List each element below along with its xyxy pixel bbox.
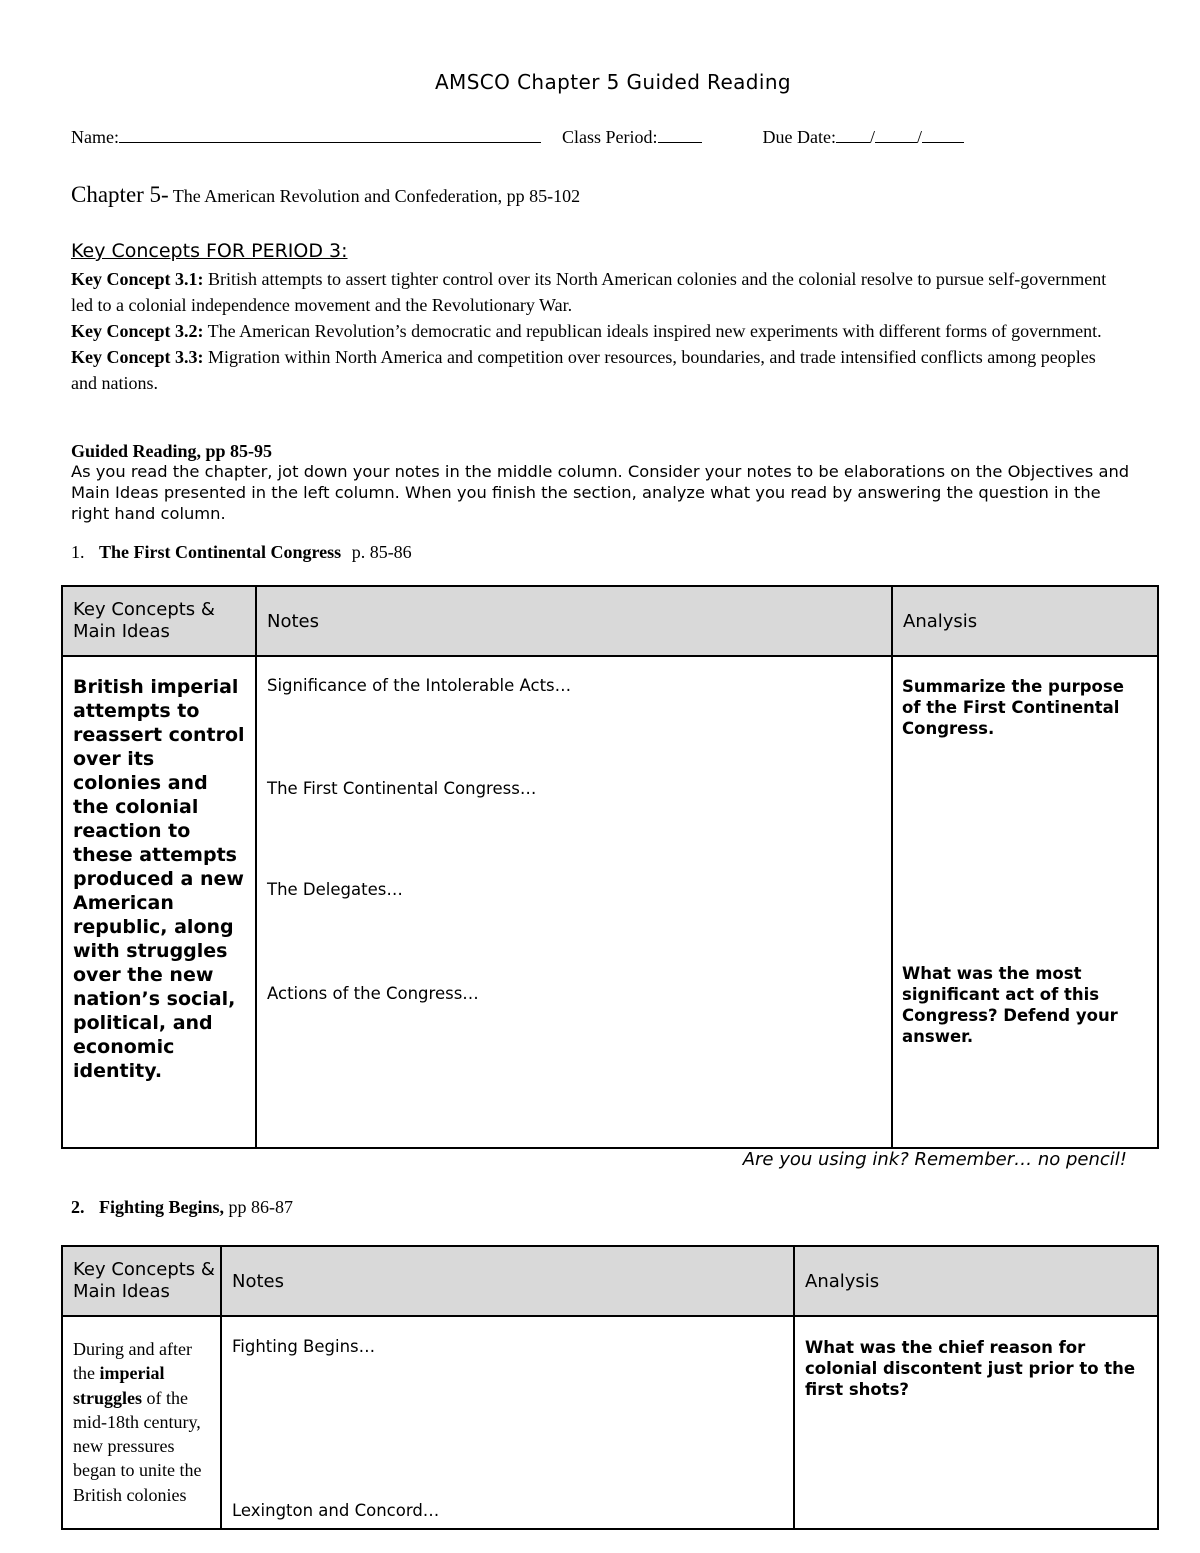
section-1-table <box>61 585 1159 1149</box>
due-date-label: Due Date: <box>762 127 836 147</box>
chapter-subtitle: The American Revolution and Confederation, pp 85-102 <box>172 186 581 206</box>
key-concept-item <box>71 318 1121 344</box>
section-2-title <box>71 1197 293 1218</box>
name-field[interactable] <box>119 124 541 143</box>
header-notes: Notes <box>256 586 892 656</box>
chapter-label: Chapter 5- <box>71 182 169 207</box>
key-concept-label: Key Concept 3.1: <box>71 269 204 289</box>
key-concepts-list <box>71 266 1121 396</box>
section-name: The First Continental Congress <box>99 542 342 562</box>
note-prompt: The First Continental Congress… <box>267 779 537 798</box>
guided-reading-heading: Guided Reading, pp 85-95 <box>71 441 273 461</box>
key-concept-text: The American Revolution’s democratic and republican ideals inspired new experiments with different forms of government. <box>207 321 1102 341</box>
analysis-cell[interactable] <box>892 656 1158 1148</box>
section-number: 1. <box>71 542 85 562</box>
key-concepts-heading: Key Concepts FOR PERIOD 3: <box>71 240 348 262</box>
section-pages: pp 86-87 <box>228 1197 294 1217</box>
key-concept-label: Key Concept 3.2: <box>71 321 204 341</box>
section-name: Fighting Begins, <box>99 1197 225 1217</box>
due-year-field[interactable] <box>922 124 964 143</box>
main-idea-text: During and after the <box>73 1339 192 1384</box>
notes-cell[interactable] <box>256 656 892 1148</box>
note-prompt: Lexington and Concord… <box>232 1501 440 1520</box>
header-main-ideas: Key Concepts & Main Ideas <box>62 586 256 656</box>
date-separator: / <box>869 127 875 147</box>
notes-cell[interactable] <box>221 1316 794 1529</box>
class-period-label: Class Period: <box>561 127 658 147</box>
key-concept-text: British attempts to assert tighter control over its North American colonies and the colonial resolve to pursue self-government led to a colonial independence movement and the Revolutionary War. <box>71 269 1107 315</box>
name-label: Name: <box>71 127 119 147</box>
key-concept-text: Migration within North America and competition over resources, boundaries, and trade intensified conflicts among peoples and nations. <box>71 347 1096 393</box>
section-pages: p. 85-86 <box>351 542 412 562</box>
note-prompt: The Delegates… <box>267 880 403 899</box>
analysis-question: What was the most significant act of this Congress? Defend your answer. <box>902 964 1118 1046</box>
ink-reminder: Are you using ink? Remember… no pencil! <box>742 1149 1127 1170</box>
analysis-question: What was the chief reason for colonial discontent just prior to the first shots? <box>805 1338 1136 1399</box>
guided-reading-instructions: As you read the chapter, jot down your notes in the middle column. Consider your notes to be elaborations on the Objectives and Main Ideas presented in the left column. When you finish the section, analyze what you read by answering the question in the right hand column. <box>71 462 1130 523</box>
key-concept-label: Key Concept 3.3: <box>71 347 204 367</box>
class-period-field[interactable] <box>658 124 702 143</box>
note-prompt: Significance of the Intolerable Acts… <box>267 676 572 695</box>
due-month-field[interactable] <box>836 124 870 143</box>
header-analysis: Analysis <box>892 586 1158 656</box>
key-concept-item <box>71 266 1121 318</box>
page-title: AMSCO Chapter 5 Guided Reading <box>434 70 792 94</box>
student-info-row <box>71 124 964 148</box>
main-idea-emphasis: imperial struggles <box>73 1363 165 1408</box>
chapter-heading <box>71 182 580 208</box>
section-number: 2. <box>71 1197 85 1217</box>
analysis-cell[interactable] <box>794 1316 1158 1529</box>
date-separator: / <box>916 127 922 147</box>
header-main-ideas: Key Concepts & Main Ideas <box>62 1246 221 1316</box>
header-notes: Notes <box>221 1246 794 1316</box>
key-concept-item <box>71 344 1121 396</box>
analysis-question: Summarize the purpose of the First Continental Congress. <box>902 677 1124 738</box>
section-2-table <box>61 1245 1159 1530</box>
note-prompt: Actions of the Congress… <box>267 984 479 1003</box>
note-prompt: Fighting Begins… <box>232 1337 376 1356</box>
main-idea-text: of the mid-18th century, new pressures began to unite the British colonies <box>73 1387 202 1505</box>
header-analysis: Analysis <box>794 1246 1158 1316</box>
due-day-field[interactable] <box>875 124 917 143</box>
section-1-title <box>71 542 412 563</box>
main-idea-cell <box>62 1316 221 1529</box>
main-idea-cell: British imperial attempts to reassert control over its colonies and the colonial reaction to these attempts produced a new American republic, along with struggles over the new nation’s social, political, and economic identity. <box>62 656 256 1148</box>
